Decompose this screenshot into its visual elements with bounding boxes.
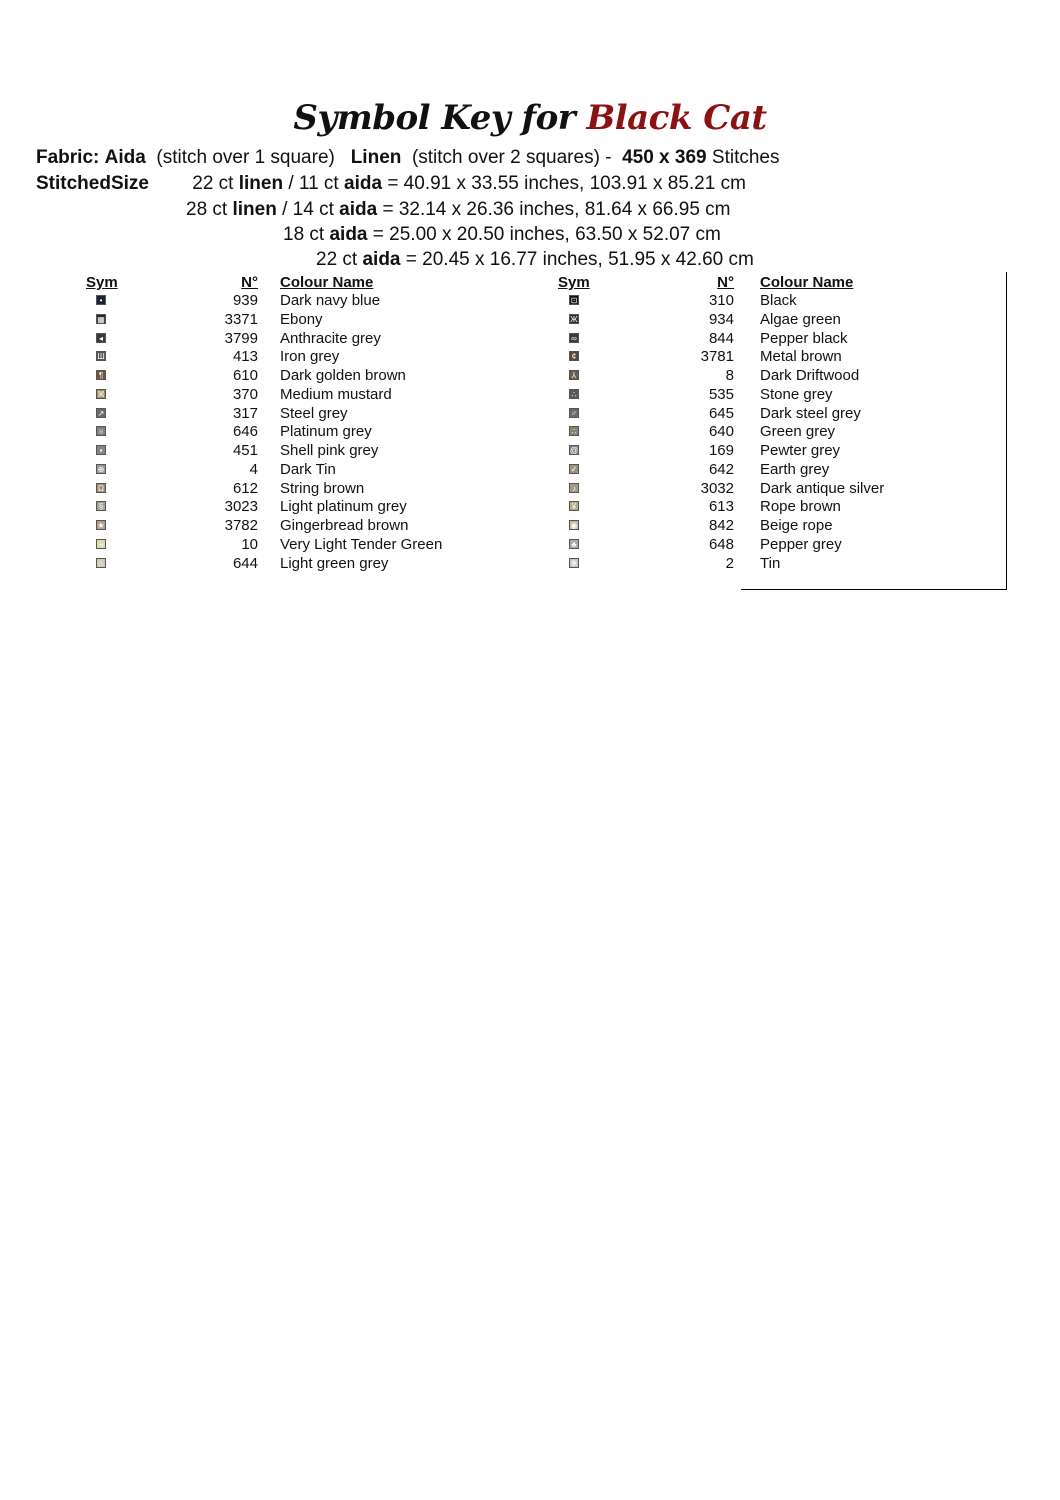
symbol-swatch-icon: ☆ xyxy=(97,558,105,568)
fabric-linen: Linen xyxy=(350,147,402,168)
thread-number: 644 xyxy=(232,554,258,572)
size-aida: aida xyxy=(339,199,378,220)
size-ct-2: / 11 ct xyxy=(288,173,339,194)
symbol-swatch-icon: ◉ xyxy=(570,521,578,530)
symbol-swatch-icon: ↗ xyxy=(97,408,105,418)
size-ct: 28 ct xyxy=(186,199,228,220)
colour-name: Light platinum grey xyxy=(280,498,407,516)
colour-name: Green grey xyxy=(760,423,836,441)
thread-number: 3799 xyxy=(224,329,258,347)
right-header-sym: Sym xyxy=(558,274,590,291)
page-title xyxy=(0,98,1060,138)
colour-name: Anthracite grey xyxy=(280,329,381,347)
table-bottom-border xyxy=(741,589,1007,590)
thread-number: 640 xyxy=(708,423,734,441)
colour-name: Dark steel grey xyxy=(760,404,861,422)
colour-name: Pepper black xyxy=(760,329,848,347)
colour-name: Shell pink grey xyxy=(280,442,379,459)
colour-name: String brown xyxy=(280,479,365,497)
symbol-swatch-icon: ◂ xyxy=(96,333,106,343)
stitch-dimensions: 450 x 369 xyxy=(622,147,707,168)
colour-name: Tin xyxy=(760,554,781,572)
stitches-word: Stitches xyxy=(711,147,780,168)
colour-name: Light green grey xyxy=(280,554,389,572)
symbol-swatch-icon: ¢ xyxy=(569,351,579,361)
thread-number: 370 xyxy=(232,385,258,403)
colour-name: Black xyxy=(760,292,797,309)
size-aida: aida xyxy=(362,249,401,270)
size-ct: 22 ct xyxy=(192,173,234,194)
symbol-swatch-icon: ★ xyxy=(97,521,105,530)
thread-number: 10 xyxy=(241,535,258,553)
thread-number: 3023 xyxy=(224,498,258,516)
symbol-swatch-icon: @ xyxy=(570,446,579,455)
thread-number: 317 xyxy=(232,404,258,422)
size-ct-2: / 14 ct xyxy=(282,199,334,220)
thread-number: 3782 xyxy=(224,517,258,534)
fabric-line xyxy=(36,147,779,169)
stitched-size-line-4 xyxy=(316,249,754,271)
stitched-size-line-1 xyxy=(36,173,746,195)
size-linen: linen xyxy=(232,199,277,220)
symbol-swatch-icon: ▦ xyxy=(97,314,105,324)
colour-name: Dark golden brown xyxy=(280,367,406,384)
size-value: = 20.45 x 16.77 inches, 51.95 x 42.60 cm xyxy=(405,249,754,270)
size-aida: aida xyxy=(344,173,383,194)
thread-number: 844 xyxy=(708,329,734,347)
symbol-swatch-icon: ¶ xyxy=(96,370,106,380)
symbol-swatch-icon: ✻ xyxy=(570,558,578,568)
size-value: = 25.00 x 20.50 inches, 63.50 x 52.07 cm xyxy=(372,224,721,245)
symbol-swatch-icon: ¥ xyxy=(569,501,579,511)
size-ct: 18 ct xyxy=(283,224,325,245)
symbol-swatch-icon: ⊕ xyxy=(97,464,105,474)
left-header-num: N° xyxy=(241,274,258,291)
symbol-swatch-icon: ♣ xyxy=(569,539,579,549)
thread-number: 934 xyxy=(708,310,734,328)
colour-name: Steel grey xyxy=(280,404,348,422)
symbol-swatch-icon: ⊡ xyxy=(570,296,578,305)
colour-name: Dark navy blue xyxy=(280,292,381,309)
symbol-swatch-icon: ♂ xyxy=(571,408,577,418)
stitched-size-label: StitchedSize xyxy=(36,173,149,194)
thread-number: 169 xyxy=(708,442,734,459)
thread-number: 646 xyxy=(232,423,258,441)
stitched-size-line-2 xyxy=(186,199,731,221)
right-header-num: N° xyxy=(717,274,734,291)
title-pattern-name: Black Cat xyxy=(586,98,767,138)
thread-number: 612 xyxy=(232,479,258,497)
symbol-swatch-icon: ∞ xyxy=(569,333,579,343)
thread-number: 8 xyxy=(725,367,734,384)
thread-number: 613 xyxy=(708,498,734,516)
symbol-swatch-icon: ♪ xyxy=(569,483,579,493)
thread-number: 535 xyxy=(708,385,734,403)
symbol-swatch-icon: ✓ xyxy=(570,464,578,474)
colour-name: Pepper grey xyxy=(760,535,842,553)
thread-number: 648 xyxy=(708,535,734,553)
size-value: = 32.14 x 26.36 inches, 81.64 x 66.95 cm xyxy=(382,199,731,220)
symbol-swatch-icon: ⅄ xyxy=(569,370,579,380)
symbol-swatch-icon: ⌘ xyxy=(97,389,105,399)
fabric-aida-note: (stitch over 1 square) xyxy=(156,147,335,168)
colour-name: Metal brown xyxy=(760,348,842,366)
symbol-swatch-icon: Ж xyxy=(570,314,578,324)
size-value: = 40.91 x 33.55 inches, 103.91 x 85.21 cm xyxy=(387,173,746,194)
symbol-swatch-icon: ¬ xyxy=(96,539,106,549)
colour-name: Gingerbread brown xyxy=(280,517,409,534)
thread-number: 842 xyxy=(708,517,734,534)
symbol-swatch-icon: ∴ xyxy=(569,389,579,399)
left-header-name: Colour Name xyxy=(280,274,374,291)
colour-name: Iron grey xyxy=(280,348,340,366)
thread-number: 2 xyxy=(725,554,734,572)
thread-number: 3032 xyxy=(700,479,734,497)
right-header-name: Colour Name xyxy=(760,274,854,291)
colour-name: Stone grey xyxy=(760,385,833,403)
symbol-swatch-icon: ∴ xyxy=(569,426,579,436)
table-right-border xyxy=(1006,272,1007,590)
stitched-size-line-3 xyxy=(283,224,721,246)
thread-number: 642 xyxy=(708,460,734,478)
thread-number: 4 xyxy=(249,460,258,478)
size-ct: 22 ct xyxy=(316,249,358,270)
colour-name: Rope brown xyxy=(760,498,841,516)
title-prefix: Symbol Key for xyxy=(293,98,576,138)
colour-name: Earth grey xyxy=(760,460,830,478)
colour-name: Very Light Tender Green xyxy=(280,535,443,553)
colour-name: Dark Tin xyxy=(280,460,336,478)
thread-number: 939 xyxy=(232,292,258,309)
symbol-swatch-icon: • xyxy=(96,295,106,305)
fabric-aida: Aida xyxy=(104,147,146,168)
thread-number: 310 xyxy=(708,292,734,309)
symbol-swatch-icon: § xyxy=(96,501,106,511)
colour-name: Beige rope xyxy=(760,517,833,534)
colour-name: Ebony xyxy=(280,310,323,328)
thread-number: 3781 xyxy=(700,348,734,366)
colour-name: Dark antique silver xyxy=(760,479,885,497)
colour-name: Platinum grey xyxy=(280,423,372,441)
colour-name: Pewter grey xyxy=(760,442,841,459)
symbol-swatch-icon: ▪ xyxy=(96,445,106,455)
size-linen: linen xyxy=(238,173,284,194)
symbol-swatch-icon: ♅ xyxy=(98,427,104,437)
thread-number: 610 xyxy=(232,367,258,384)
symbol-swatch-icon: Ш xyxy=(97,352,105,362)
thread-number: 451 xyxy=(232,442,258,459)
symbol-swatch-icon: Ω xyxy=(96,483,106,493)
colour-name: Algae green xyxy=(760,310,841,328)
thread-number: 413 xyxy=(232,348,258,366)
left-header-sym: Sym xyxy=(86,274,118,291)
fabric-linen-note: (stitch over 2 squares) - xyxy=(411,147,612,168)
thread-number: 645 xyxy=(708,404,734,422)
colour-name: Medium mustard xyxy=(280,385,392,403)
fabric-label: Fabric: xyxy=(36,147,100,168)
size-aida: aida xyxy=(329,224,368,245)
thread-number: 3371 xyxy=(224,310,258,328)
colour-name: Dark Driftwood xyxy=(760,367,860,384)
